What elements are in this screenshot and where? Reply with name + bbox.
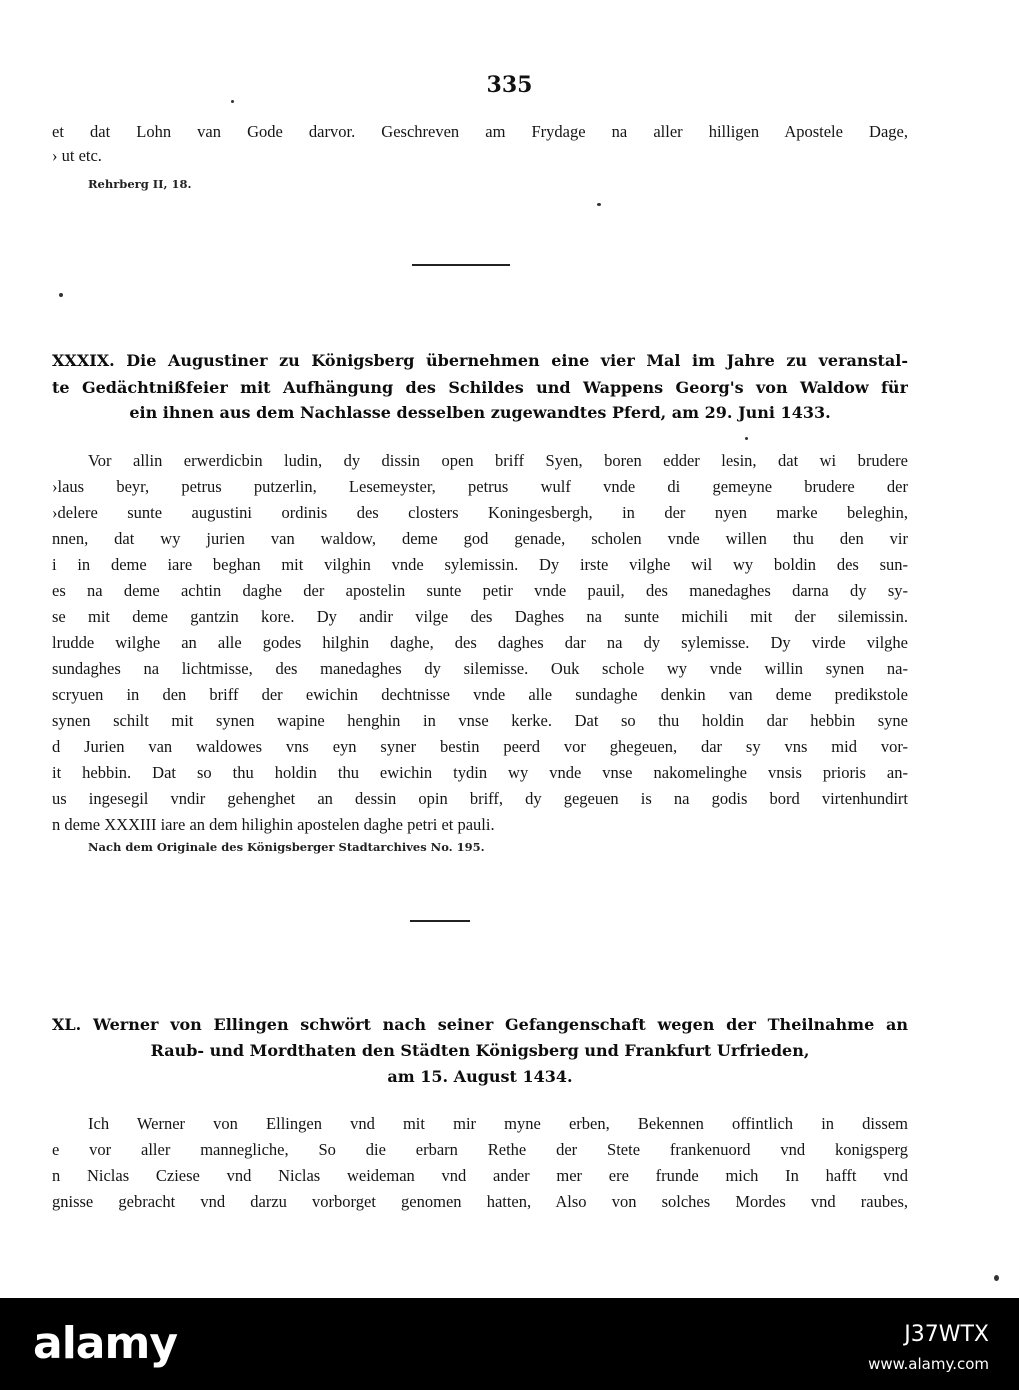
text-line: es na deme achtin daghe der apostelin sunte petir vnde pauil, des manedaghes darna dy sy- — [52, 581, 908, 600]
text-line: Vor allin erwerdicbin ludin, dy dissin open briff Syen, boren edder lesin, dat wi brudere — [88, 451, 908, 470]
text-line: › ut etc. — [52, 146, 102, 165]
section-divider — [410, 920, 470, 922]
source-note: Nach dem Originale des Königsberger Stadtarchives No. 195. — [88, 840, 485, 854]
text-line: nnen, dat wy jurien van waldow, deme god genade, scholen vnde willen thu den vir — [52, 529, 908, 548]
section-heading: te Gedächtnißfeier mit Aufhängung des Schildes und Wappens Georg's von Waldow für — [52, 378, 908, 397]
text-line: ›delere sunte augustini ordinis des closters Koningesbergh, in der nyen marke beleghin, — [52, 503, 908, 522]
text-line: i in deme iare beghan mit vilghin vnde sylemissin. Dy irste vilghe wil wy boldin des sun- — [52, 555, 908, 574]
text-line: gnisse gebracht vnd darzu vorborget genomen hatten, Also von solches Mordes vnd raubes, — [52, 1192, 908, 1211]
text-line: se mit deme gantzin kore. Dy andir vilge des Daghes na sunte michili mit der silemissin. — [52, 607, 908, 626]
text-line: e vor aller mannegliche, So die erbarn Rethe der Stete frankenuord vnd konigsperg — [52, 1140, 908, 1159]
text-line: n deme XXXIII iare an dem hilighin apostelen daghe petri et pauli. — [52, 815, 495, 834]
source-note: Rehrberg II, 18. — [88, 177, 192, 191]
scan-speck — [994, 1275, 999, 1281]
section-heading: Raub- und Mordthaten den Städten Königsberg und Frankfurt Urfrieden, — [150, 1041, 810, 1060]
text-line: synen schilt mit synen wapine henghin in vnse kerke. Dat so thu holdin dar hebbin syne — [52, 711, 908, 730]
section-heading: XXXIX. Die Augustiner zu Königsberg übernehmen eine vier Mal im Jahre zu veranstal- — [52, 351, 908, 370]
section-divider — [412, 264, 510, 266]
text-line: et dat Lohn van Gode darvor. Geschreven am Frydage na aller hilligen Apostele Dage, — [52, 122, 908, 141]
section-heading: ein ihnen aus dem Nachlasse desselben zugewandtes Pferd, am 29. Juni 1433. — [129, 403, 831, 422]
text-line: lrudde wilghe an alle godes hilghin daghe, des daghes dar na dy sylemisse. Dy virde vilghe — [52, 633, 908, 652]
text-line: it hebbin. Dat so thu holdin thu ewichin tydin wy vnde vnse nakomelinghe vnsis prioris an- — [52, 763, 908, 782]
image-id: J37WTX — [904, 1322, 989, 1347]
section-heading: XL. Werner von Ellingen schwört nach seiner Gefangenschaft wegen der Theilnahme an — [52, 1015, 908, 1034]
text-line: scryuen in den briff der ewichin dechtnisse vnde alle sundaghe denkin van deme predikstole — [52, 685, 908, 704]
alamy-logo: alamy — [33, 1318, 177, 1369]
scan-speck — [597, 203, 601, 206]
scan-speck — [59, 293, 63, 297]
text-line: ›laus beyr, petrus putzerlin, Lesemeyster, petrus wulf vnde di gemeyne brudere der — [52, 477, 908, 496]
text-line: us ingesegil vndir gehenghet an dessin opin briff, dy gegeuen is na godis bord virtenhundirt — [52, 789, 908, 808]
section-heading: am 15. August 1434. — [387, 1067, 573, 1086]
watermark-url: www.alamy.com — [868, 1355, 989, 1373]
text-line: d Jurien van waldowes vns eyn syner bestin peerd vor ghegeuen, dar sy vns mid vor- — [52, 737, 908, 756]
text-line: sundaghes na lichtmisse, des manedaghes dy silemisse. Ouk schole wy vnde willin synen na- — [52, 659, 908, 678]
scan-speck — [745, 437, 748, 440]
text-line: Ich Werner von Ellingen vnd mit mir myne erben, Bekennen offintlich in dissem — [88, 1114, 908, 1133]
scan-speck — [231, 100, 234, 103]
page-number: 335 — [486, 72, 533, 98]
text-line: n Niclas Cziese vnd Niclas weideman vnd ander mer ere frunde mich In hafft vnd — [52, 1166, 908, 1185]
